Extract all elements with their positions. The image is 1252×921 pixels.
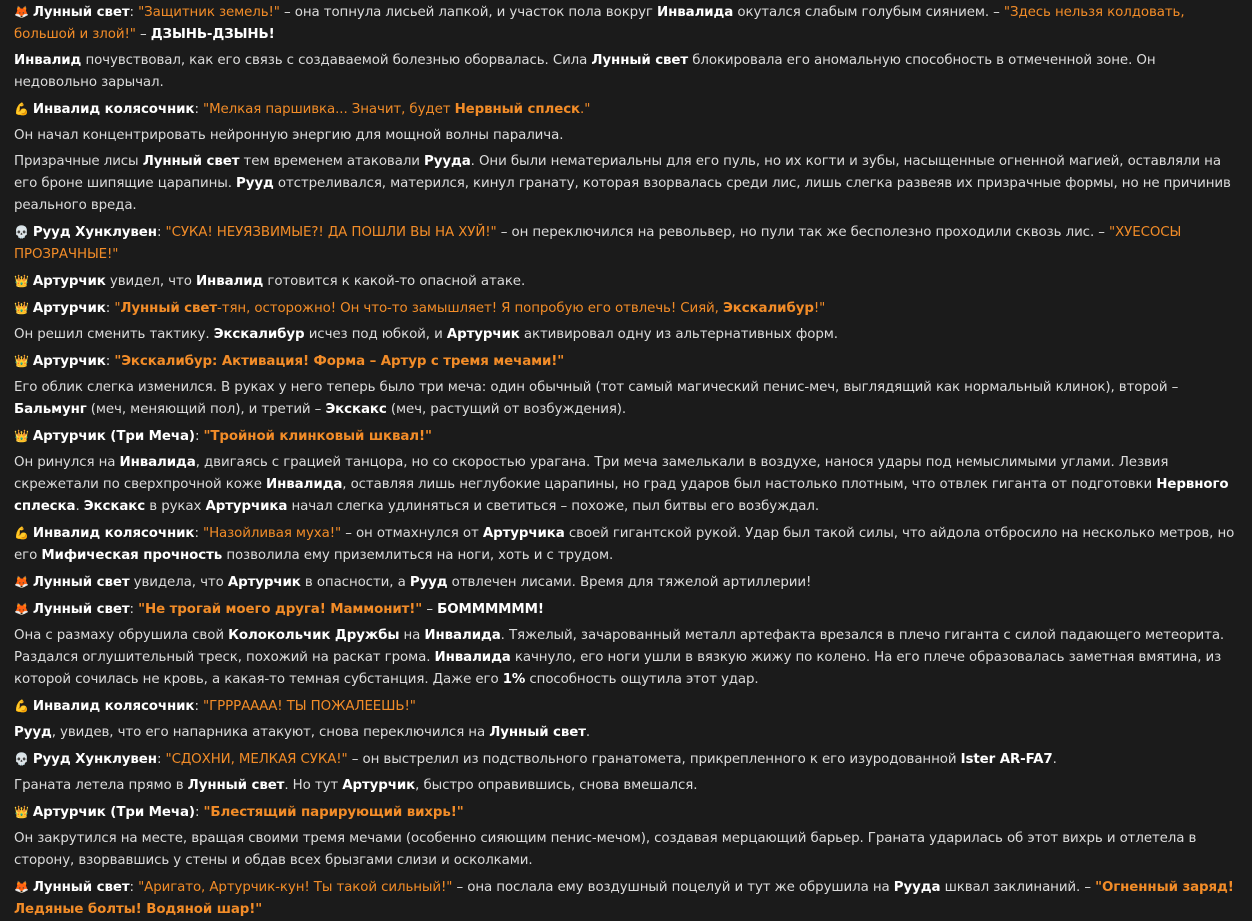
crown-icon: 👑 <box>14 805 29 819</box>
bold-name: Экскалибур <box>213 327 305 342</box>
bold-name: Артурчик <box>32 274 106 289</box>
text-segment: в опасности, а <box>300 575 410 590</box>
bold-name: Лунный свет <box>32 880 130 895</box>
bold-name: Лунный свет <box>489 725 586 740</box>
text-segment: отстреливался, матерился, кинул гранату, которая взорвалась среди лис, лишь слегка развеяв их призрачные формы, но не причинив реального вреда. <box>14 176 1231 213</box>
quote-text: "ХУЕСОСЫ ПРОЗРАЧНЫЕ!" <box>14 225 1182 262</box>
quote-text: "ГРРРАААА! ТЫ ПОЖАЛЕЕШЬ!" <box>203 699 416 714</box>
dialogue-line <box>14 748 1240 771</box>
text-segment: : <box>194 699 204 714</box>
quote-text-bold: "Тройной клинковый шквал!" <box>203 429 432 444</box>
text-segment: Он решил сменить тактику. <box>14 327 214 342</box>
text-segment: (меч, растущий от возбуждения). <box>386 402 627 417</box>
text-segment: исчез под юбкой, и <box>304 327 447 342</box>
dialogue-line <box>14 695 1240 718</box>
text-segment: на <box>399 628 425 643</box>
bold-name: Лунный свет <box>142 154 240 169</box>
narration-paragraph <box>14 324 1240 346</box>
bold-name: Инвалида <box>434 650 511 665</box>
bold-name: Артурчика <box>482 526 565 541</box>
bold-name: Артурчик <box>342 778 416 793</box>
text-segment: в руках <box>145 499 206 514</box>
text-segment: : <box>194 429 204 444</box>
bold-name: ДЗЫНЬ-ДЗЫНЬ! <box>150 27 275 42</box>
dialogue-line <box>14 1 1240 46</box>
text-segment: : <box>129 5 139 20</box>
bold-name: Экскакс <box>325 402 387 417</box>
text-segment: – <box>422 602 438 617</box>
text-segment: Его облик слегка изменился. В руках у него теперь было три меча: один обычный (тот самый магический пенис-меч, выглядящий как нормальный клинок), второй – <box>14 380 1179 395</box>
fox-icon: 🦊 <box>14 602 29 616</box>
quote-text: "Назойливая муха!" <box>203 526 342 541</box>
quote-text-bold: Экскалибур <box>722 301 814 316</box>
text-segment: . Они были нематериальны для его пуль, но их когти и зубы, насыщенные огненной магией, оставляли на его броне шипящие царапины. <box>14 154 1221 191</box>
flexed-arm-icon: 💪 <box>14 526 29 540</box>
text-segment: увидела, что <box>129 575 228 590</box>
quote-text: "Аригато, Артурчик-кун! Ты такой сильный!" <box>138 880 453 895</box>
bold-name: Рууд <box>14 725 52 740</box>
text-segment: позволила ему приземлиться на ноги, хоть и с трудом. <box>222 548 614 563</box>
narration-paragraph <box>14 828 1240 872</box>
text-segment: способность ощутила этот удар. <box>525 672 759 687</box>
bold-name: Рууда <box>893 880 941 895</box>
bold-name: Артурчик <box>227 575 301 590</box>
text-segment: , увидев, что его напарника атакуют, снова переключился на <box>51 725 490 740</box>
quote-text: " <box>114 301 121 316</box>
text-segment: блокировала его аномальную способность в отмеченной зоне. Он недовольно зарычал. <box>14 53 1156 90</box>
bold-name: Инвалида <box>424 628 501 643</box>
bold-name: Рууд Хунклувен <box>32 225 157 240</box>
text-segment: отвлечен лисами. Время для тяжелой артиллерии! <box>447 575 812 590</box>
text-segment: : <box>129 880 139 895</box>
quote-text-bold: "Блестящий парирующий вихрь!" <box>203 805 464 820</box>
quote-text: "Мелкая паршивка... Значит, будет <box>203 102 455 117</box>
quote-text: "СДОХНИ, МЕЛКАЯ СУКА!" <box>165 752 348 767</box>
dialogue-line <box>14 221 1240 266</box>
bold-name: Ister AR-FA7 <box>960 752 1053 767</box>
bold-name: Инвалида <box>266 477 343 492</box>
text-segment: : <box>105 301 115 316</box>
crown-icon: 👑 <box>14 274 29 288</box>
text-segment: – <box>135 27 151 42</box>
crown-icon: 👑 <box>14 354 29 368</box>
text-segment: – он переключился на револьвер, но пули так же бесполезно проходили сквозь лис. – <box>496 225 1110 240</box>
text-segment: – он выстрелил из подствольного гранатомета, прикрепленного к его изуродованной <box>347 752 961 767</box>
bold-name: Инвалид колясочник <box>32 526 195 541</box>
bold-name: Артурчика <box>205 499 288 514</box>
bold-name: Рууда <box>424 154 471 169</box>
bold-name: Лунный свет <box>32 5 130 20</box>
quote-text: "Здесь нельзя колдовать, большой и злой!" <box>14 5 1185 42</box>
bold-name: Артурчик (Три Меча) <box>32 805 195 820</box>
text-segment: . <box>1052 752 1057 767</box>
bold-name: Экскакс <box>83 499 146 514</box>
bold-name: Инвалид колясочник <box>32 102 195 117</box>
narration-paragraph <box>14 722 1240 744</box>
bold-name: БОММММММ! <box>437 602 544 617</box>
quote-text: ." <box>580 102 591 117</box>
crown-icon: 👑 <box>14 301 29 315</box>
dialogue-line <box>14 297 1240 320</box>
bold-name: Рууд <box>409 575 448 590</box>
text-segment: тем временем атаковали <box>239 154 425 169</box>
text-segment: Призрачные лисы <box>14 154 143 169</box>
dialogue-line <box>14 598 1240 621</box>
bold-name: Артурчик <box>32 301 106 316</box>
text-segment: Граната летела прямо в <box>14 778 188 793</box>
quote-text: "СУКА! НЕУЯЗВИМЫЕ?! ДА ПОШЛИ ВЫ НА ХУЙ!" <box>165 225 497 240</box>
bold-name: Мифическая прочность <box>41 548 223 563</box>
quote-text-bold: "Не трогай моего друга! Маммонит!" <box>138 602 423 617</box>
bold-name: Лунный свет <box>32 602 130 617</box>
bold-name: Артурчик <box>446 327 520 342</box>
narration-paragraph <box>14 50 1240 94</box>
text-segment: почувствовал, как его связь с создаваемой болезнью оборвалась. Сила <box>81 53 592 68</box>
dialogue-line <box>14 270 1240 293</box>
text-segment: своей гигантской рукой. Удар был такой силы, что айдола отбросило на несколько метров, но его <box>14 526 1235 563</box>
narration-paragraph <box>14 125 1240 147</box>
bold-name: 1% <box>502 672 526 687</box>
text-segment: готовится к какой-то опасной атаке. <box>263 274 526 289</box>
fox-icon: 🦊 <box>14 575 29 589</box>
narration-paragraph <box>14 775 1240 797</box>
text-segment: Он закрутился на месте, вращая своими тремя мечами (особенно сияющим пенис-мечом), создавая мерцающий барьер. Граната ударилась об этот вихрь и отлетела в сторону, взорвавшись у стены и обдав всех брызгами слизи и осколками. <box>14 831 1197 868</box>
text-segment: . Но тут <box>284 778 343 793</box>
narration-paragraph <box>14 625 1240 691</box>
skull-icon: 💀 <box>14 752 29 766</box>
text-segment: активировал одну из альтернативных форм. <box>519 327 838 342</box>
narration-paragraph <box>14 452 1240 518</box>
bold-name: Нервного сплеска <box>14 477 1229 514</box>
text-segment: . <box>585 725 591 740</box>
text-segment: , двигаясь с грацией танцора, но со скоростью урагана. Три меча замелькали в воздухе, нанося удары под немыслимыми углами. Лезвия скрежетали по сверхпрочной коже <box>14 455 1169 492</box>
bold-name: Инвалид колясочник <box>32 699 195 714</box>
dialogue-line <box>14 522 1240 567</box>
skull-icon: 💀 <box>14 225 29 239</box>
dialogue-line <box>14 350 1240 373</box>
text-segment: : <box>129 602 139 617</box>
narration-paragraph <box>14 377 1240 421</box>
bold-name: Колокольчик Дружбы <box>228 628 400 643</box>
crown-icon: 👑 <box>14 429 29 443</box>
quote-text-bold: "Огненный заряд! Ледяные болты! Водяной шар!" <box>14 880 1234 917</box>
text-segment: : <box>194 805 204 820</box>
text-segment: , оставляя лишь неглубокие царапины, но град ударов был настолько плотным, что отвлек гиганта от подготовки <box>342 477 1157 492</box>
bold-name: Инвалид <box>14 53 82 68</box>
text-segment: – она топнула лисьей лапкой, и участок пола вокруг <box>279 5 657 20</box>
flexed-arm-icon: 💪 <box>14 699 29 713</box>
quote-text-bold: Нервный сплеск <box>454 102 581 117</box>
quote-text: !" <box>813 301 826 316</box>
quote-text-bold: Лунный свет <box>120 301 218 316</box>
text-segment: : <box>194 526 204 541</box>
text-segment: Он начал концентрировать нейронную энергию для мощной волны паралича. <box>14 128 564 143</box>
text-segment: шквал заклинаний. – <box>940 880 1096 895</box>
quote-text: -тян, осторожно! Он что-то замышляет! Я попробую его отвлечь! Сияй, <box>217 301 723 316</box>
text-segment: – он отмахнулся от <box>341 526 483 541</box>
bold-name: Рууд Хунклувен <box>32 752 157 767</box>
bold-name: Лунный свет <box>187 778 285 793</box>
bold-name: Инвалида <box>119 455 196 470</box>
text-segment: (меч, меняющий пол), и третий – <box>86 402 326 417</box>
quote-text: "Защитник земель!" <box>138 5 280 20</box>
dialogue-line <box>14 571 1240 594</box>
bold-name: Инвалида <box>657 5 734 20</box>
text-segment: : <box>156 752 166 767</box>
text-segment: Он ринулся на <box>14 455 120 470</box>
bold-name: Инвалид <box>195 274 264 289</box>
bold-name: Рууд <box>236 176 274 191</box>
text-segment: начал слегка удлиняться и светиться – похоже, пыл битвы его возбуждал. <box>287 499 819 514</box>
bold-name: Лунный свет <box>591 53 689 68</box>
bold-name: Бальмунг <box>14 402 87 417</box>
narration-paragraph <box>14 151 1240 217</box>
text-segment: : <box>156 225 166 240</box>
quote-text-bold: "Экскалибур: Активация! Форма – Артур с тремя мечами!" <box>114 354 565 369</box>
bold-name: Артурчик <box>32 354 106 369</box>
text-segment: качнуло, его ноги ушли в вязкую жижу по колено. На его плече образовалась заметная вмятина, из которой сочилась не кровь, а какая-то темная субстанция. Даже его <box>14 650 1222 687</box>
dialogue-line <box>14 425 1240 448</box>
text-segment: . Тяжелый, зачарованный металл артефакта врезался в плечо гиганта с силой падающего метеорита. Раздался оглушительный треск, похожий на раскат грома. <box>14 628 1225 665</box>
bold-name: Лунный свет <box>32 575 130 590</box>
text-segment: . <box>75 499 84 514</box>
dialogue-line <box>14 801 1240 824</box>
text-segment: Она с размаху обрушила свой <box>14 628 229 643</box>
text-segment: увидел, что <box>105 274 196 289</box>
text-segment: окутался слабым голубым сиянием. – <box>733 5 1004 20</box>
bold-name: Артурчик (Три Меча) <box>32 429 195 444</box>
text-segment: – она послала ему воздушный поцелуй и тут же обрушила на <box>452 880 894 895</box>
fox-icon: 🦊 <box>14 880 29 894</box>
dialogue-line <box>14 98 1240 121</box>
dialogue-line <box>14 876 1240 921</box>
flexed-arm-icon: 💪 <box>14 102 29 116</box>
text-segment: , быстро оправившись, снова вмешался. <box>415 778 698 793</box>
text-segment: : <box>105 354 115 369</box>
text-segment: : <box>194 102 204 117</box>
fox-icon: 🦊 <box>14 5 29 19</box>
